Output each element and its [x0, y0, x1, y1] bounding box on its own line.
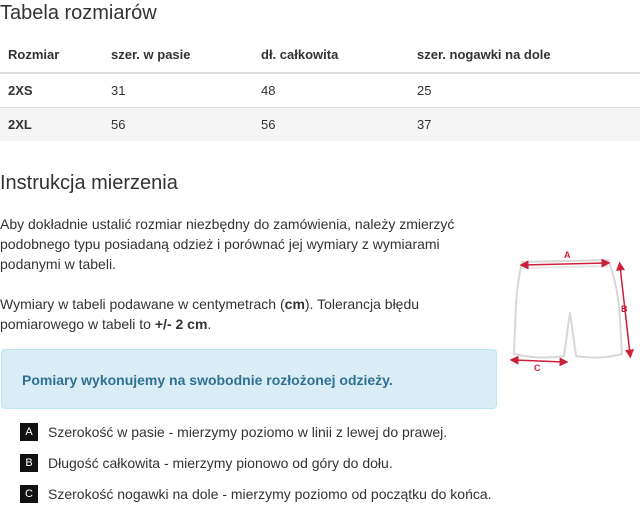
- badge-c: C: [20, 485, 38, 503]
- length-cell: 56: [253, 108, 409, 142]
- leg-width-cell: 37: [409, 108, 640, 142]
- label-a: A: [564, 250, 571, 260]
- units-text-middle: ). Tolerancja błędu pomiarowego w tabeli to: [0, 296, 420, 332]
- notice-text: Pomiary wykonujemy na swobodnie rozłożonej odzieży.: [22, 372, 393, 388]
- legend-text-a: Szerokość w pasie - mierzymy poziomo w linii z lewej do prawej.: [48, 424, 448, 440]
- instructions-title: Instrukcja mierzenia: [0, 172, 178, 194]
- legend-text-c: Szerokość nogawki na dole - mierzymy poziomo od początku do końca.: [48, 486, 492, 502]
- badge-a: A: [20, 423, 38, 441]
- arrow-c: [514, 360, 564, 362]
- legend-item-c: [20, 484, 492, 504]
- instructions-paragraph: Aby dokładnie ustalić rozmiar niezbędny do zamówienia, należy zmierzyć podobnego typu posiadaną odzież i porównać jej wymiary z wymiarami podanymi w tabeli.: [0, 216, 455, 272]
- size-cell: 2XS: [0, 73, 103, 108]
- label-b: B: [621, 304, 628, 314]
- size-table-title: Tabela rozmiarów: [0, 2, 157, 24]
- table-row: [0, 108, 640, 142]
- header-size: Rozmiar: [0, 36, 103, 73]
- badge-b: B: [20, 454, 38, 472]
- label-c: C: [534, 363, 541, 373]
- units-text-before: Wymiary w tabeli podawane w centymetrach (: [0, 296, 285, 312]
- legend-text-b: Długość całkowita - mierzymy pionowo od góry do dołu.: [48, 455, 393, 471]
- units-text-end: .: [207, 316, 212, 332]
- size-table-header-row: [0, 36, 640, 73]
- notice-box: [1, 349, 497, 409]
- length-cell: 48: [253, 73, 409, 108]
- waist-cell: 31: [103, 73, 253, 108]
- header-waist: szer. w pasie: [103, 36, 253, 73]
- size-table: [0, 36, 640, 141]
- size-cell: 2XL: [0, 108, 103, 142]
- shorts-outline: [514, 260, 622, 358]
- table-row: [0, 73, 640, 108]
- legend-item-b: [20, 453, 393, 473]
- waist-cell: 56: [103, 108, 253, 142]
- units-paragraph: [0, 294, 490, 334]
- header-length: dł. całkowita: [253, 36, 409, 73]
- tolerance-value: +/- 2 cm: [154, 316, 208, 332]
- unit-label: cm: [284, 296, 305, 312]
- shorts-measurement-diagram: [500, 244, 640, 374]
- leg-width-cell: 25: [409, 73, 640, 108]
- header-leg-width: szer. nogawki na dole: [409, 36, 640, 73]
- legend-item-a: [20, 422, 447, 442]
